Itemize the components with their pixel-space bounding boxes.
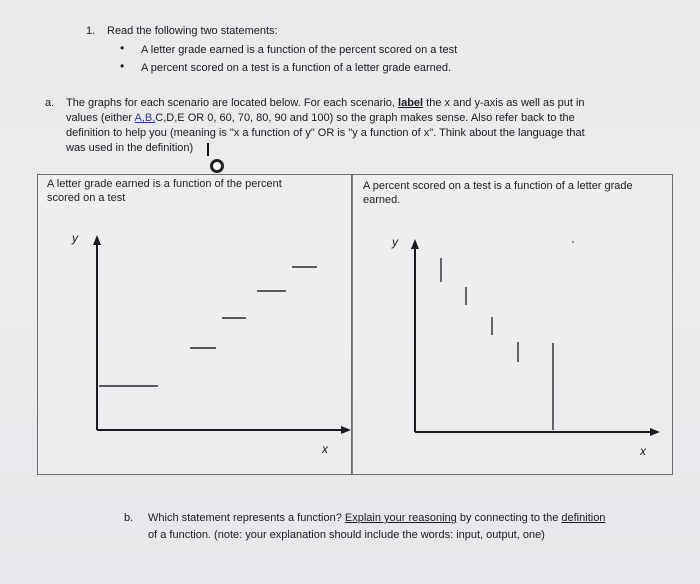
graph-right-title-2: earned. [363, 194, 401, 206]
part-b-label: b. [124, 512, 134, 524]
definition-emphasis: definition [561, 512, 606, 524]
graph-left-y-label: y [72, 231, 78, 245]
part-b-line-1 [148, 511, 605, 526]
bullet-1: • [120, 41, 125, 55]
graph-left-title-2: scored on a test [47, 192, 126, 204]
part-b-line-2: of a function. (note: your explanation should include the words: input, output, one) [148, 529, 545, 541]
part-a-line-2-end: C,D,E OR 0, 60, 70, 80, 90 and 100) so the graph makes sense. Also refer back to the [155, 112, 575, 124]
graph-right-title-1: A percent scored on a test is a function of a letter grade [363, 180, 633, 192]
right-y-arrow-icon [411, 239, 419, 249]
statement-2: A percent scored on a test is a function of a letter grade earned. [141, 62, 452, 74]
graph-right-steps [441, 258, 553, 430]
part-a-label: a. [45, 97, 55, 109]
label-emphasis: label [398, 97, 424, 109]
part-a-line-2-start: values (either [66, 112, 133, 124]
part-a-line-3: definition to help you (meaning is "x a function of y" OR is "y a function of x". Think about the language that [66, 127, 585, 139]
stray-dot [572, 241, 574, 243]
part-a-line-4: was used in the definition) [66, 142, 194, 154]
right-x-arrow-icon [650, 428, 660, 436]
bullet-2: • [120, 59, 125, 73]
question-prompt: Read the following two statements: [107, 25, 278, 37]
part-a-line-1-start: The graphs for each scenario are located below. For each scenario, [66, 97, 395, 109]
question-number: 1. [86, 25, 96, 37]
part-b-question: Which statement represents a function? [148, 512, 342, 524]
graph-right-axes [415, 247, 652, 432]
graph-left-steps [99, 267, 317, 386]
left-y-arrow-icon [93, 235, 101, 245]
part-b-mid: by connecting to the [459, 512, 559, 524]
graph-left-x-label: x [322, 442, 328, 456]
left-x-arrow-icon [341, 426, 351, 434]
graph-left-title-1: A letter grade earned is a function of the percent [47, 178, 282, 190]
graph-left-axes [97, 243, 345, 430]
graph-right-y-label: y [392, 235, 398, 249]
explain-reasoning-emphasis: Explain your reasoning [344, 512, 457, 524]
graph-right-x-label: x [640, 444, 646, 458]
letter-values-link: A,B, [134, 112, 156, 124]
part-a-line-1-end: the x and y-axis as well as put in [426, 97, 585, 109]
statement-1: A letter grade earned is a function of the percent scored on a test [141, 44, 458, 56]
